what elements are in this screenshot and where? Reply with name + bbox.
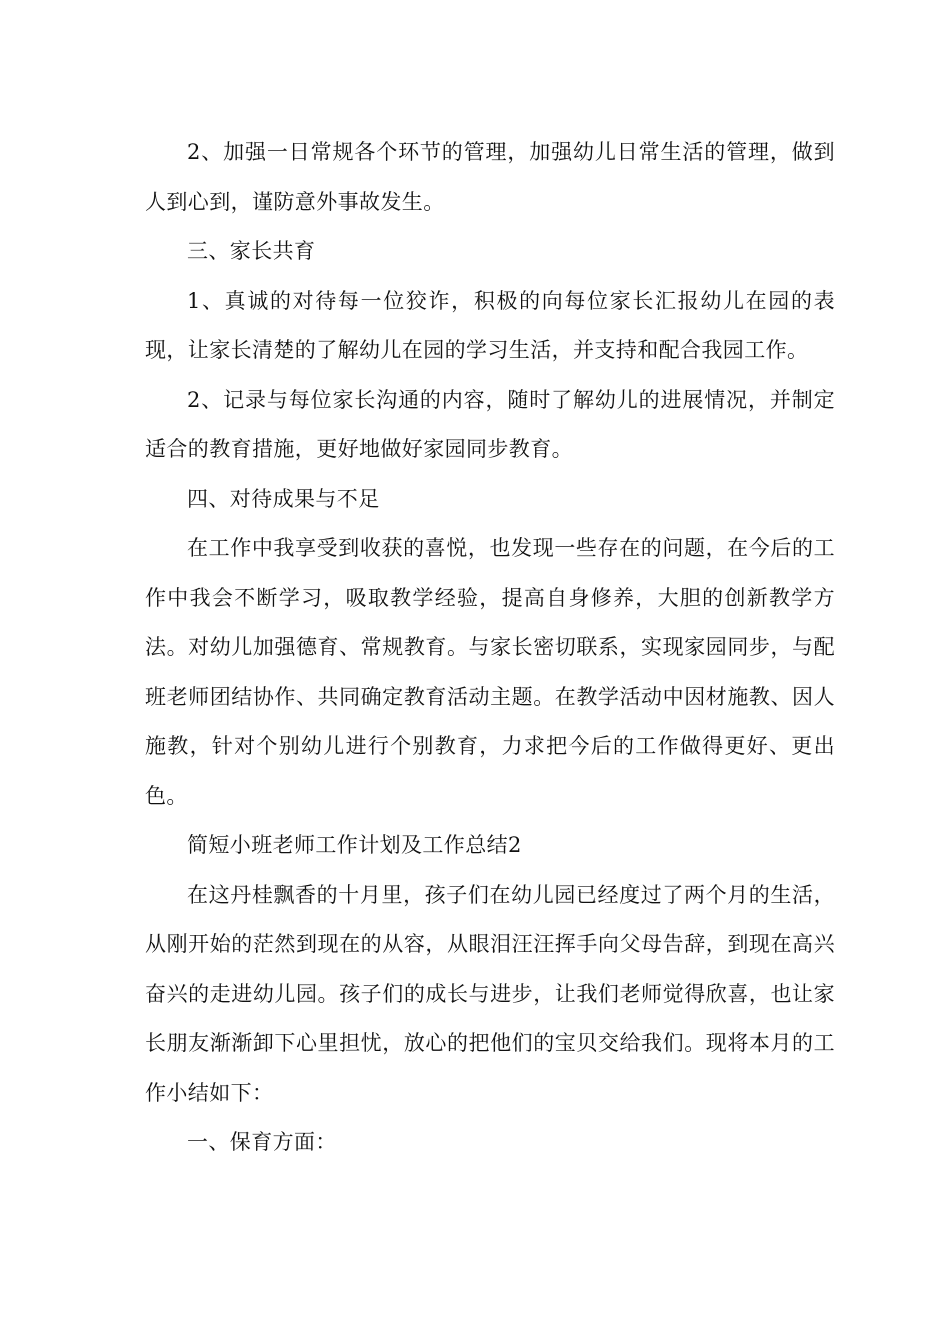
paragraph-reflection: 在工作中我享受到收获的喜悦，也发现一些存在的问题，在今后的工作中我会不断学习，吸取教学经验，提高自身修养，大胆的创新教学方法。对幼儿加强德育、常规教育。与家长密切联系，实现家园同步，与配班老师团结协作、共同确定教育活动主题。在教学活动中因材施教、因人施教，针对个别幼儿进行个别教育，力求把今后的工作做得更好、更出色。 [145, 536, 835, 808]
section-heading-results-shortcomings: 四、对待成果与不足 [187, 486, 380, 511]
paragraph-october-intro: 在这丹桂飘香的十月里，孩子们在幼儿园已经度过了两个月的生活，从刚开始的茫然到现在的从容，从眼泪汪汪挥手向父母告辞，到现在高兴奋兴的走进幼儿园。孩子们的成长与进步，让我们老师觉得欣喜，也让家长朋友渐渐卸下心里担忧，放心的把他们的宝贝交给我们。现将本月的工作小结如下： [145, 882, 835, 1105]
section-heading-childcare: 一、保育方面： [187, 1130, 337, 1154]
paragraph-parent-communication: 2、记录与每位家长沟通的内容，随时了解幼儿的进展情况，并制定适合的教育措施，更好地做好家园同步教育。 [145, 387, 835, 461]
document-page [145, 128, 835, 1168]
paragraph-routine-management: 2、加强一日常规各个环节的管理，加强幼儿日常生活的管理，做到人到心到，谨防意外事故发生。 [145, 140, 835, 214]
document-subtitle: 简短小班老师工作计划及工作总结2 [187, 833, 522, 857]
section-heading-parent-coeducation: 三、家长共育 [187, 239, 316, 263]
paragraph-parent-reporting: 1、真诚的对待每一位狡诈，积极的向每位家长汇报幼儿在园的表现，让家长清楚的了解幼儿在园的学习生活，并支持和配合我园工作。 [145, 288, 835, 362]
